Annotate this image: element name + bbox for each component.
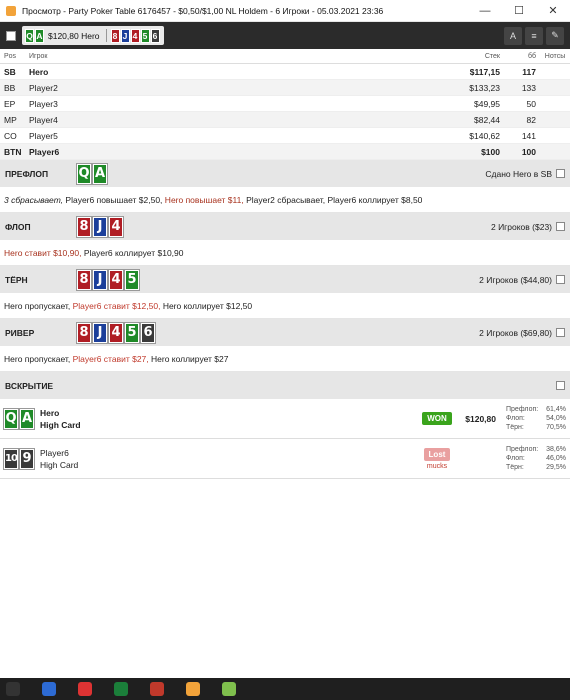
action-text: Hero коллирует $12,50 (160, 300, 253, 311)
equity-label: Префлоп: (506, 446, 539, 453)
preflop-actions (0, 187, 570, 213)
street-flop (0, 213, 570, 240)
card: 10 (4, 449, 18, 469)
equity-label: Тёрн: (506, 424, 524, 431)
equity-label: Флоп: (506, 455, 525, 462)
table-row[interactable] (0, 144, 570, 160)
hero-action-text: Hero ставит $10,90, (4, 247, 82, 258)
equity-table (506, 405, 566, 432)
table-row[interactable] (0, 112, 570, 128)
result-wrap (418, 448, 456, 470)
action-text: Player6 повышает $2,50, (63, 194, 163, 205)
bet-action-text: Player6 ставит $12,50, (70, 300, 161, 311)
board-card-1: 8 (111, 29, 120, 43)
card: 4 (109, 217, 123, 237)
equity-value: 70,5% (546, 424, 566, 431)
row-stack: $133,23 (469, 82, 500, 93)
list-view-button[interactable]: ≡ (525, 27, 543, 45)
won-badge: WON (422, 412, 452, 425)
hand-summary-chip[interactable] (22, 26, 164, 45)
card: A (20, 409, 34, 429)
window-title: Просмотр - Party Poker Table 6176457 - $0,50/$1,00 NL Holdem - 6 Игроки - 05.03.2021 23:36 (22, 5, 384, 16)
app-icon[interactable] (6, 682, 20, 696)
equity-row (506, 445, 566, 454)
equity-value: 46,0% (546, 455, 566, 462)
header-name: Игрок (29, 52, 48, 60)
row-bb: 141 (521, 130, 536, 141)
showdown-villain-row (0, 439, 570, 479)
street-title: РИВЕР (5, 327, 35, 338)
street-checkbox[interactable] (556, 275, 565, 284)
action-text: Player6 коллирует $10,90 (81, 247, 184, 258)
street-title: ВСКРЫТИЕ (5, 380, 54, 391)
edit-icon[interactable]: ✎ (546, 27, 564, 45)
street-info (491, 222, 565, 232)
card: 4 (109, 270, 123, 290)
street-checkbox[interactable] (556, 328, 565, 337)
villain-showdown-info (40, 447, 418, 471)
equity-row (506, 423, 566, 432)
header-bb: бб (527, 52, 536, 60)
app-icon (6, 6, 16, 16)
equity-value: 54,0% (546, 415, 566, 422)
header-stack: Стек (484, 52, 500, 60)
hand-rank: High Card (40, 459, 79, 470)
bet-action-text: Player6 ставит $27, (70, 353, 149, 364)
row-bb: 82 (526, 114, 536, 125)
minimize-button[interactable]: — (479, 4, 491, 17)
table-row[interactable] (0, 96, 570, 112)
table-row[interactable] (0, 128, 570, 144)
select-checkbox[interactable] (6, 31, 16, 41)
app-icon[interactable] (150, 682, 164, 696)
row-pos: CO (4, 130, 17, 141)
street-info (479, 328, 565, 338)
hand-toolbar (0, 22, 570, 49)
board-card-3: 4 (131, 29, 140, 43)
row-name: Player5 (29, 130, 58, 141)
action-text: Hero коллирует $27 (148, 353, 229, 364)
board-card-2: J (121, 29, 130, 43)
card: 9 (20, 449, 34, 469)
row-pos: MP (4, 114, 17, 125)
hand-rank: High Card (40, 419, 81, 430)
street-title: ФЛОП (5, 221, 31, 232)
row-pos: SB (4, 66, 16, 77)
equity-row (506, 454, 566, 463)
flop-actions (0, 240, 570, 266)
street-title: ПРЕФЛОП (5, 168, 49, 179)
players-header (0, 49, 570, 64)
table-row[interactable] (0, 80, 570, 96)
divider (106, 29, 107, 42)
row-bb: 100 (521, 146, 536, 157)
hero-showdown-cards (4, 409, 40, 429)
street-info (485, 169, 565, 179)
villain-showdown-cards (4, 449, 40, 469)
browser-icon[interactable] (42, 682, 56, 696)
street-title: ТЁРН (5, 274, 28, 285)
equity-label: Префлоп: (506, 406, 539, 413)
street-info (479, 275, 565, 285)
card: 5 (125, 270, 139, 290)
font-size-button[interactable]: A (504, 27, 522, 45)
row-bb: 133 (521, 82, 536, 93)
street-info-text: Сдано Hero в SB (485, 168, 552, 179)
card: 8 (77, 270, 91, 290)
row-pos: EP (4, 98, 16, 109)
header-notes: Нотсы (544, 52, 566, 60)
street-checkbox[interactable] (556, 222, 565, 231)
street-checkbox[interactable] (556, 169, 565, 178)
street-info-text: 2 Игроков ($44,80) (479, 274, 552, 285)
row-stack: $100 (481, 146, 500, 157)
row-name: Player2 (29, 82, 58, 93)
equity-value: 29,5% (546, 464, 566, 471)
hero-showdown-info (40, 407, 418, 431)
app-icon[interactable] (186, 682, 200, 696)
card: 6 (141, 323, 155, 343)
app-icon[interactable] (114, 682, 128, 696)
action-text: Player2 сбрасывает, Player6 коллирует $8,50 (243, 194, 423, 205)
maximize-button[interactable]: ☐ (514, 5, 524, 17)
street-cards (77, 164, 109, 184)
equity-label: Тёрн: (506, 464, 524, 471)
showdown-hero-row (0, 399, 570, 439)
hero-action-text: Hero повышает $11, (162, 194, 244, 205)
row-stack: $117,15 (469, 66, 500, 77)
player-name: Hero (40, 407, 60, 418)
card: J (93, 270, 107, 290)
won-amount: $120,80 (465, 413, 496, 424)
turn-actions (0, 293, 570, 319)
action-text: Hero пропускает, (4, 300, 71, 311)
action-text: 3 сбрасывает, (4, 194, 64, 205)
street-info-text: 2 Игроков ($69,80) (479, 327, 552, 338)
row-stack: $82,44 (474, 114, 500, 125)
player-name: Player6 (40, 447, 69, 458)
row-pos: BB (4, 82, 16, 93)
street-checkbox[interactable] (556, 381, 565, 390)
street-cards (77, 217, 125, 237)
hero-card-2: A (36, 30, 43, 41)
street-preflop (0, 160, 570, 187)
board-card-5: 6 (151, 29, 160, 43)
card: Q (77, 164, 91, 184)
app-icon[interactable] (78, 682, 92, 696)
mucks-label: mucks (426, 462, 448, 470)
street-turn (0, 266, 570, 293)
equity-label: Флоп: (506, 415, 525, 422)
row-bb: 50 (526, 98, 536, 109)
row-name: Player3 (29, 98, 58, 109)
hero-amount: $120,80 Hero (48, 30, 100, 41)
row-name: Hero (29, 66, 49, 77)
table-row[interactable] (0, 64, 570, 80)
players-table (0, 49, 570, 160)
board-card-4: 5 (141, 29, 150, 43)
card: 8 (77, 323, 91, 343)
window-titlebar (0, 0, 570, 22)
equity-table (506, 445, 566, 472)
card: J (93, 217, 107, 237)
row-stack: $49,95 (474, 98, 500, 109)
street-cards (77, 323, 157, 343)
close-button[interactable]: ✕ (548, 5, 558, 17)
row-name: Player4 (29, 114, 58, 125)
card: Q (4, 409, 18, 429)
river-actions (0, 346, 570, 372)
equity-row (506, 463, 566, 472)
result-wrap (418, 412, 456, 425)
equity-value: 38,6% (546, 446, 566, 453)
equity-value: 61,4% (546, 406, 566, 413)
row-name: Player6 (29, 146, 60, 157)
card: 8 (77, 217, 91, 237)
card: A (93, 164, 107, 184)
header-pos: Pos (4, 52, 17, 60)
card: 5 (125, 323, 139, 343)
street-info-text: 2 Игроков ($23) (490, 221, 552, 232)
taskbar (0, 678, 570, 700)
street-showdown (0, 372, 570, 399)
equity-row (506, 414, 566, 423)
row-bb: 117 (522, 66, 536, 77)
action-text: Hero пропускает, (4, 353, 71, 364)
street-river (0, 319, 570, 346)
row-pos: BTN (4, 146, 22, 157)
equity-row (506, 405, 566, 414)
street-cards (77, 270, 141, 290)
lost-badge: Lost (424, 448, 451, 461)
app-icon[interactable] (222, 682, 236, 696)
card: 4 (109, 323, 123, 343)
card: J (93, 323, 107, 343)
hero-card-1: Q (26, 30, 33, 41)
street-info (552, 381, 565, 390)
row-stack: $140,62 (469, 130, 500, 141)
